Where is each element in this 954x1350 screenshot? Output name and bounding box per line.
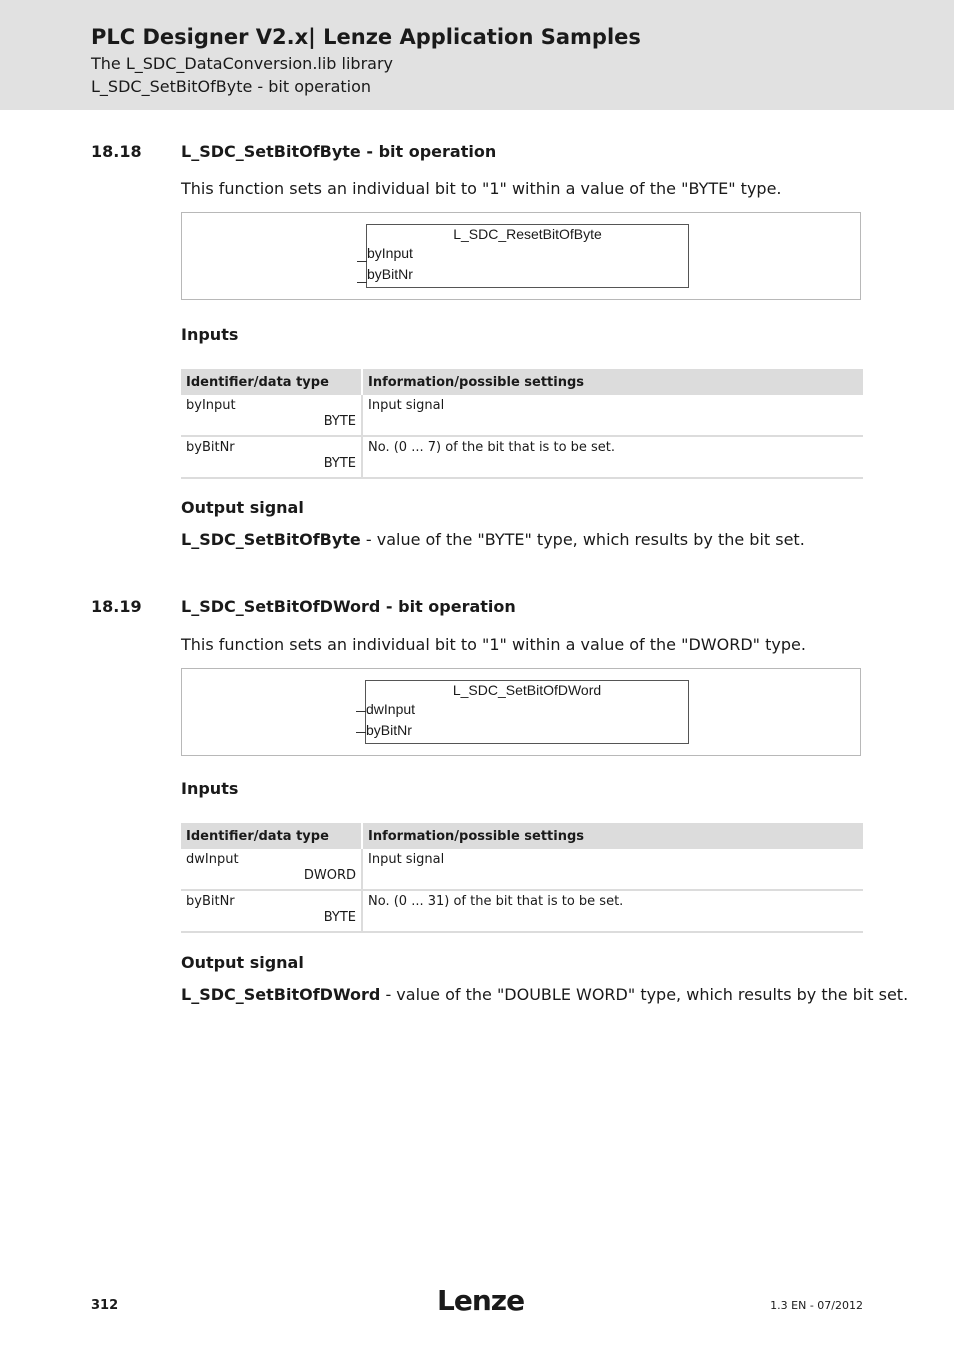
header-section-line: L_SDC_SetBitOfByte - bit operation [91, 77, 372, 96]
table-header-row [181, 369, 863, 395]
input-pin [366, 722, 412, 738]
identifier: byBitNr [186, 440, 235, 455]
function-block [365, 680, 689, 744]
inputs-heading: Inputs [181, 779, 239, 798]
inputs-table [181, 823, 863, 933]
pin-label: byInput [367, 245, 413, 261]
pin-label: byBitNr [367, 266, 413, 282]
inputs-heading: Inputs [181, 325, 239, 344]
data-type: BYTE [323, 414, 356, 429]
output-description [181, 530, 805, 549]
identifier: byInput [186, 398, 236, 413]
document-title: PLC Designer V2.x| Lenze Application Samples [91, 25, 641, 49]
input-pin [367, 245, 413, 261]
data-type: BYTE [323, 910, 356, 925]
identifier-cell [181, 436, 362, 478]
column-header: Identifier/data type [181, 823, 362, 849]
pin-label: byBitNr [366, 722, 412, 738]
section-number: 18.18 [91, 142, 142, 161]
pin-connector [356, 711, 366, 712]
output-description [181, 985, 908, 1004]
output-name: L_SDC_SetBitOfByte [181, 530, 361, 549]
function-block [366, 224, 689, 288]
info-cell: No. (0 ... 7) of the bit that is to be set. [362, 436, 863, 478]
identifier: byBitNr [186, 894, 235, 909]
data-type: DWORD [303, 868, 356, 883]
table-header-row [181, 823, 863, 849]
info-cell: Input signal [362, 395, 863, 436]
pin-connector [357, 261, 367, 262]
function-block-diagram [181, 668, 861, 756]
table-row [181, 436, 863, 478]
input-pin [366, 701, 415, 717]
page-number: 312 [91, 1298, 119, 1313]
section-title: L_SDC_SetBitOfDWord - bit operation [181, 597, 516, 616]
pin-connector [357, 282, 367, 283]
output-text: - value of the "BYTE" type, which results by the bit set. [360, 530, 805, 549]
page-header [0, 0, 954, 110]
header-library-line: The L_SDC_DataConversion.lib library [91, 54, 394, 73]
output-text: - value of the "DOUBLE WORD" type, which results by the bit set. [380, 985, 909, 1004]
table-row [181, 395, 863, 436]
document-version: 1.3 EN - 07/2012 [770, 1299, 863, 1312]
section-intro: This function sets an individual bit to "1" within a value of the "BYTE" type. [181, 179, 782, 198]
lenze-logo: Lenze [437, 1284, 525, 1317]
function-block-name: L_SDC_ResetBitOfByte [453, 226, 602, 242]
pin-label: dwInput [366, 701, 416, 717]
inputs-table [181, 369, 863, 479]
function-block-name: L_SDC_SetBitOfDWord [452, 682, 602, 698]
column-header: Identifier/data type [181, 369, 362, 395]
table-row [181, 890, 863, 932]
identifier-cell [181, 849, 362, 890]
identifier-cell [181, 890, 362, 932]
column-header: Information/possible settings [362, 823, 863, 849]
function-block-diagram [181, 212, 861, 300]
identifier-cell [181, 395, 362, 436]
input-pin [367, 266, 413, 282]
identifier: dwInput [186, 852, 239, 867]
pin-connector [356, 732, 366, 733]
section-number: 18.19 [91, 597, 142, 616]
column-header: Information/possible settings [362, 369, 863, 395]
output-name: L_SDC_SetBitOfDWord [181, 985, 381, 1004]
output-heading: Output signal [181, 953, 304, 972]
table-row [181, 849, 863, 890]
info-cell: Input signal [362, 849, 863, 890]
info-cell: No. (0 ... 31) of the bit that is to be set. [362, 890, 863, 932]
section-title: L_SDC_SetBitOfByte - bit operation [181, 142, 497, 161]
output-heading: Output signal [181, 498, 304, 517]
data-type: BYTE [323, 456, 356, 471]
section-intro: This function sets an individual bit to "1" within a value of the "DWORD" type. [181, 635, 806, 654]
